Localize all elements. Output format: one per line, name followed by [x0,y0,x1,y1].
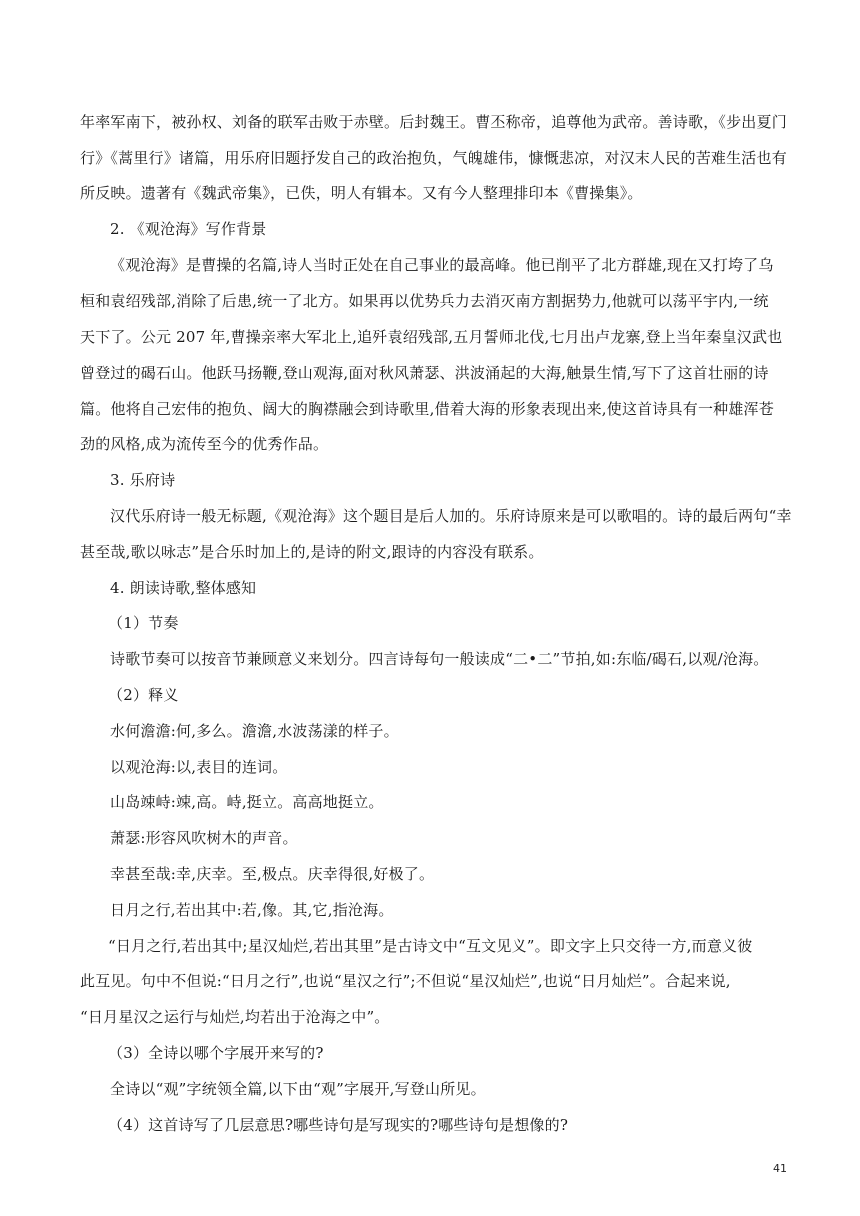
text-line: 此互见。句中不但说:“日月之行”,也说“星汉之行”;不但说“星汉灿烂”,也说“日月灿烂”。合起来说, [80,972,731,990]
subsection-heading: （1）节奏 [108,614,179,632]
text-line: 劲的风格,成为流传至今的优秀作品。 [80,435,329,453]
text-line: 天下了。公元 207 年,曹操亲率大军北上,追歼袁绍残部,五月誓师北伐,七月出卢龙寨,登上当年秦皇汉武也 [80,328,783,346]
text-line: 篇。他将自己宏伟的抱负、阔大的胸襟融会到诗歌里,借着大海的形象表现出来,使这首诗具有一种雄浑苍 [80,400,774,418]
subsection-heading: （4）这首诗写了几层意思?哪些诗句是写现实的?哪些诗句是想像的? [108,1116,569,1134]
text-line: 所反映。遗著有《魏武帝集》，已佚，明人有辑本。又有今人整理排印本《曹操集》。 [80,184,643,202]
subsection-heading: （2）释义 [108,686,179,704]
section-heading: 2. 《观沧海》写作背景 [110,220,267,238]
subsection-heading: （3）全诗以哪个字展开来写的? [108,1044,324,1062]
text-line: 幸甚至哉:幸,庆幸。至,极点。庆幸得很,好极了。 [110,865,435,883]
text-line: 甚至哉,歌以咏志”是合乐时加上的,是诗的附文,跟诗的内容没有联系。 [80,543,544,561]
text-line: “日月星汉之运行与灿烂,均若出于沧海之中”。 [80,1008,390,1026]
text-line: 萧瑟:形容风吹树木的声音。 [110,829,298,847]
page-number: 41 [773,1162,787,1175]
text-line: 水何澹澹:何,多么。澹澹,水波荡漾的样子。 [110,722,399,740]
text-line: 以观沧海:以,表目的连词。 [110,758,288,776]
text-line: 山岛竦峙:竦,高。峙,挺立。高高地挺立。 [110,793,384,811]
text-line: 桓和袁绍残部,消除了后患,统一了北方。如果再以优势兵力去消灭南方割据势力,他就可以荡平宇内,一统 [80,292,769,310]
text-line: 曾登过的碣石山。他跃马扬鞭,登山观海,面对秋风萧瑟、洪波涌起的大海,触景生情,写下了这首壮丽的诗 [80,364,769,382]
section-heading: 4. 朗读诗歌,整体感知 [110,579,257,597]
text-line: 汉代乐府诗一般无标题,《观沧海》这个题目是后人加的。乐府诗原来是可以歌唱的。诗的最后两句“幸 [110,507,792,525]
text-line: 《观沧海》是曹操的名篇,诗人当时正处在自己事业的最高峰。他已削平了北方群雄,现在又打垮了乌 [110,256,774,274]
text-line: 诗歌节奏可以按音节兼顾意义来划分。四言诗每句一般读成“二•二”节拍,如:东临/碣石,以观/沧海。 [110,650,769,668]
text-line: 年率军南下，被孙权、刘备的联军击败于赤壁。后封魏王。曹丕称帝，追尊他为武帝。善诗歌，《步出夏门 [80,113,787,131]
text-line: 日月之行,若出其中:若,像。其,它,指沧海。 [110,901,394,919]
text-line: 全诗以“观”字统领全篇,以下由“观”字展开,写登山所见。 [110,1080,486,1098]
text-line: “日月之行,若出其中;星汉灿烂,若出其里”是古诗文中“互文见义”。即文字上只交待一方,而意义彼 [108,937,753,955]
section-heading: 3. 乐府诗 [110,471,176,489]
text-line: 行》《蒿里行》诸篇，用乐府旧题抒发自己的政治抱负，气魄雄伟，慷慨悲凉，对汉末人民的苦难生活也有 [80,149,787,167]
